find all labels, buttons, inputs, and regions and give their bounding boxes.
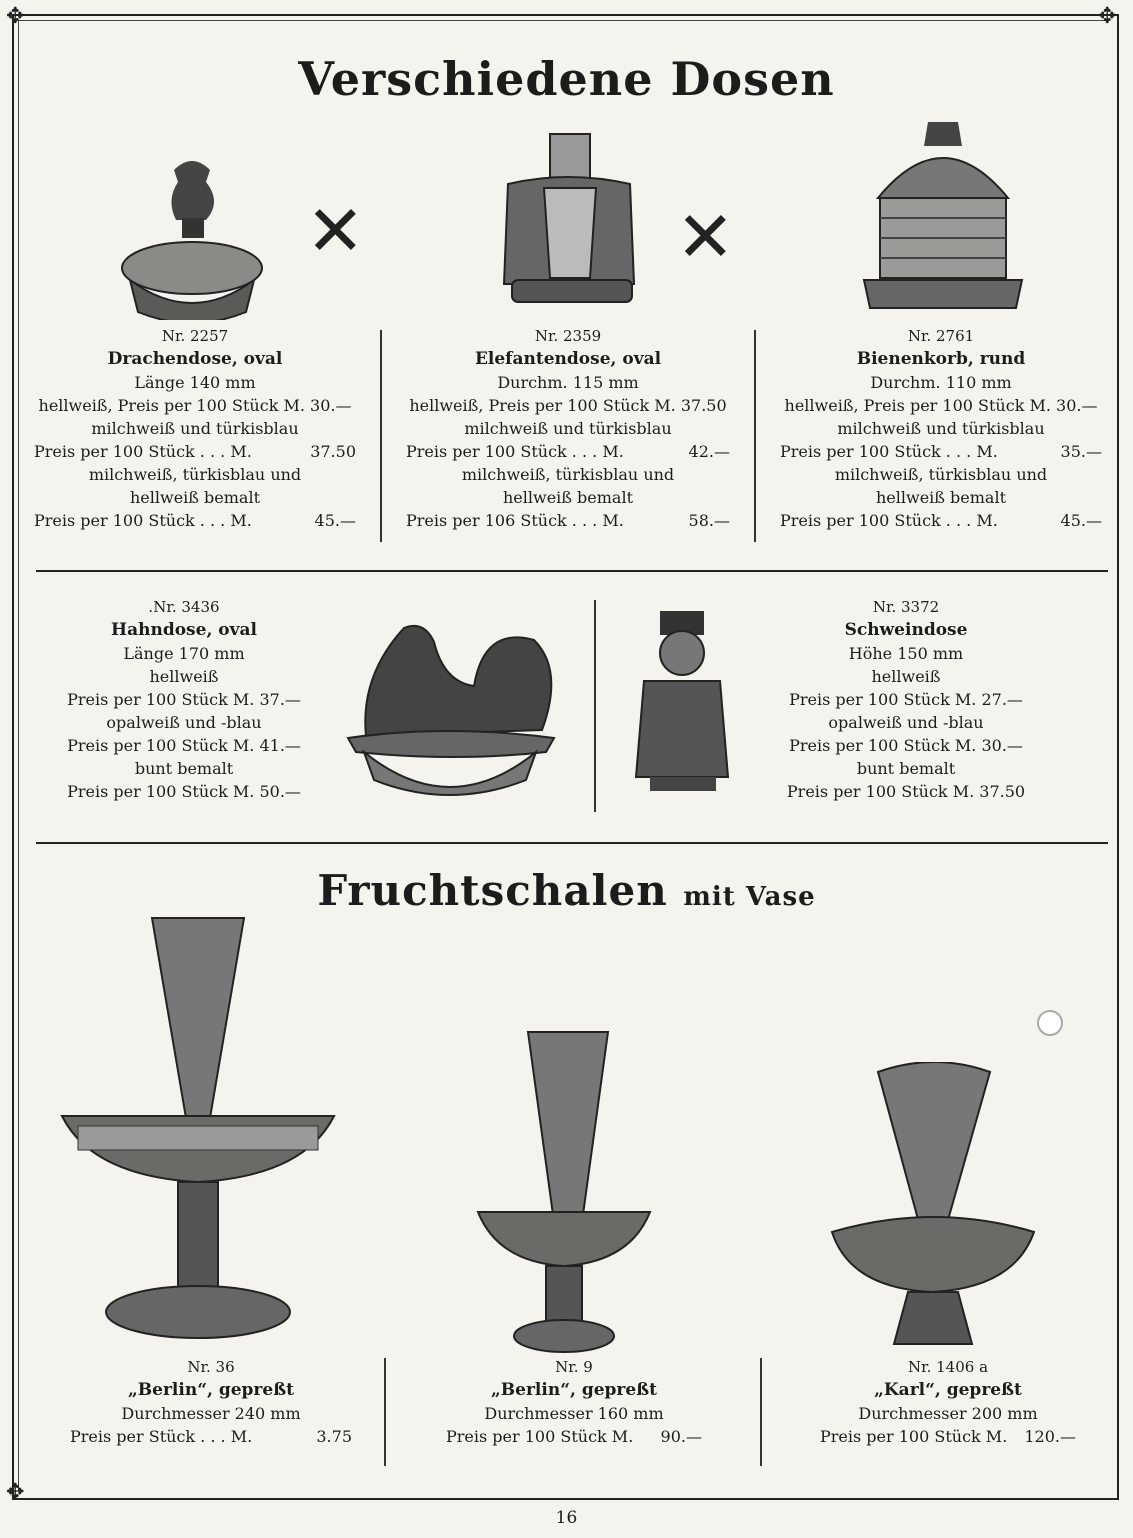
variant-line: milchweiß, türkisblau und: [461, 465, 675, 484]
product-number: Nr. 1406 a: [907, 1358, 989, 1376]
price-label: Preis per 100 Stück M.: [820, 1427, 1008, 1446]
price-label: Preis per Stück . . . M.: [70, 1427, 253, 1446]
product-number: Nr. 2359: [534, 327, 602, 345]
price-line: Preis per 100 Stück M. 27.—: [789, 690, 1023, 709]
product-name: Drachendose, oval: [107, 349, 283, 369]
variant-line: hellweiß bemalt: [502, 488, 634, 507]
price-value: 90.—: [660, 1427, 702, 1446]
price-value: 42.—: [688, 442, 730, 461]
column-divider: [594, 600, 596, 812]
price-line: Preis per 100 Stück M. 41.—: [67, 736, 301, 755]
price-line: hellweiß, Preis per 100 Stück M. 30.—: [38, 396, 352, 415]
variant-line: hellweiß: [149, 667, 219, 686]
product-name: „Berlin“, gepreßt: [491, 1380, 657, 1400]
price-label: Preis per 100 Stück M.: [446, 1427, 634, 1446]
price-value: 45.—: [314, 511, 356, 530]
product-name: „Berlin“, gepreßt: [128, 1380, 294, 1400]
price-value: 58.—: [688, 511, 730, 530]
price-label: Preis per 100 Stück . . . M.: [34, 442, 252, 461]
hahndose-illustration: [344, 618, 559, 798]
variant-line: bunt bemalt: [134, 759, 234, 778]
product-number: Nr. 3372: [872, 598, 940, 616]
pencil-cross-mark: ✕: [676, 196, 735, 278]
product-name: Elefantendose, oval: [474, 349, 662, 369]
fruchtschale-1406a-illustration: [828, 1062, 1038, 1352]
product-2761: [780, 325, 1102, 532]
variant-line: opalweiß und -blau: [106, 713, 262, 732]
product-36: [70, 1356, 352, 1448]
fruchtschale-36-illustration: [58, 912, 338, 1352]
price-line: hellweiß, Preis per 100 Stück M. 37.50: [409, 396, 727, 415]
variant-line: hellweiß bemalt: [875, 488, 1007, 507]
variant-line: milchweiß und türkisblau: [464, 419, 672, 438]
product-2257: [34, 325, 356, 532]
price-line: hellweiß, Preis per 100 Stück M. 30.—: [784, 396, 1098, 415]
product-name: Hahndose, oval: [111, 620, 257, 640]
product-3436: [50, 596, 318, 803]
variant-line: hellweiß: [871, 667, 941, 686]
product-size: Durchm. 115 mm: [497, 373, 639, 392]
price-label: Preis per 100 Stück . . . M.: [34, 511, 252, 530]
product-1406a: [820, 1356, 1076, 1448]
product-2359: [406, 325, 730, 532]
product-number: Nr. 2761: [907, 327, 975, 345]
fruchtschale-9-illustration: [474, 1026, 654, 1356]
bienenkorb-illustration: [858, 118, 1028, 318]
section-title-main: Fruchtschalen: [317, 866, 668, 915]
section-divider: [36, 570, 1108, 572]
variant-line: hellweiß bemalt: [129, 488, 261, 507]
price-label: Preis per 100 Stück . . . M.: [780, 511, 998, 530]
schweindose-illustration: [630, 605, 740, 795]
product-size: Länge 140 mm: [134, 373, 256, 392]
variant-line: milchweiß und türkisblau: [837, 419, 1045, 438]
section-title: [0, 866, 1133, 915]
price-line: Preis per 100 Stück M. 37.50: [786, 782, 1026, 801]
price-line: Preis per 100 Stück M. 50.—: [67, 782, 301, 801]
variant-line: milchweiß, türkisblau und: [834, 465, 1048, 484]
corner-ornament-bl: ✥: [6, 1480, 25, 1505]
product-number: Nr. 36: [187, 1358, 235, 1376]
price-value: 45.—: [1060, 511, 1102, 530]
product-number: .Nr. 3436: [148, 598, 220, 616]
punch-hole: [1037, 1010, 1063, 1036]
column-divider: [754, 330, 756, 542]
price-value: 3.75: [316, 1427, 352, 1446]
column-divider: [760, 1358, 762, 1466]
column-divider: [380, 330, 382, 542]
price-label: Preis per 100 Stück . . . M.: [406, 442, 624, 461]
product-name: „Karl“, gepreßt: [874, 1380, 1022, 1400]
product-name: Bienenkorb, rund: [856, 349, 1026, 369]
price-value: 37.50: [310, 442, 356, 461]
column-divider: [384, 1358, 386, 1466]
variant-line: opalweiß und -blau: [828, 713, 984, 732]
product-size: Länge 170 mm: [123, 644, 245, 663]
price-line: Preis per 100 Stück M. 30.—: [789, 736, 1023, 755]
product-size: Durchm. 110 mm: [870, 373, 1012, 392]
product-9: [446, 1356, 702, 1448]
corner-ornament-tl: ✥: [6, 4, 25, 29]
price-label: Preis per 100 Stück . . . M.: [780, 442, 998, 461]
variant-line: milchweiß, türkisblau und: [88, 465, 302, 484]
variant-line: bunt bemalt: [856, 759, 956, 778]
product-number: Nr. 2257: [161, 327, 229, 345]
product-size: Durchmesser 200 mm: [858, 1404, 1038, 1423]
page-number: 16: [555, 1508, 578, 1528]
section-title-sub: mit Vase: [683, 882, 816, 912]
section-divider: [36, 842, 1108, 844]
price-value: 120.—: [1024, 1427, 1076, 1446]
product-3372: [778, 596, 1034, 803]
product-name: Schweindose: [844, 620, 968, 640]
drachendose-illustration: [112, 150, 272, 320]
elefantendose-illustration: [498, 132, 648, 312]
product-size: Durchmesser 160 mm: [484, 1404, 664, 1423]
pencil-cross-mark: ✕: [306, 190, 365, 272]
product-size: Durchmesser 240 mm: [121, 1404, 301, 1423]
price-line: Preis per 100 Stück M. 37.—: [67, 690, 301, 709]
product-size: Höhe 150 mm: [848, 644, 964, 663]
variant-line: milchweiß und türkisblau: [91, 419, 299, 438]
product-number: Nr. 9: [555, 1358, 593, 1376]
corner-ornament-tr: ✥: [1098, 4, 1117, 29]
page-title: Verschiedene Dosen: [298, 52, 835, 106]
price-label: Preis per 106 Stück . . . M.: [406, 511, 624, 530]
price-value: 35.—: [1060, 442, 1102, 461]
